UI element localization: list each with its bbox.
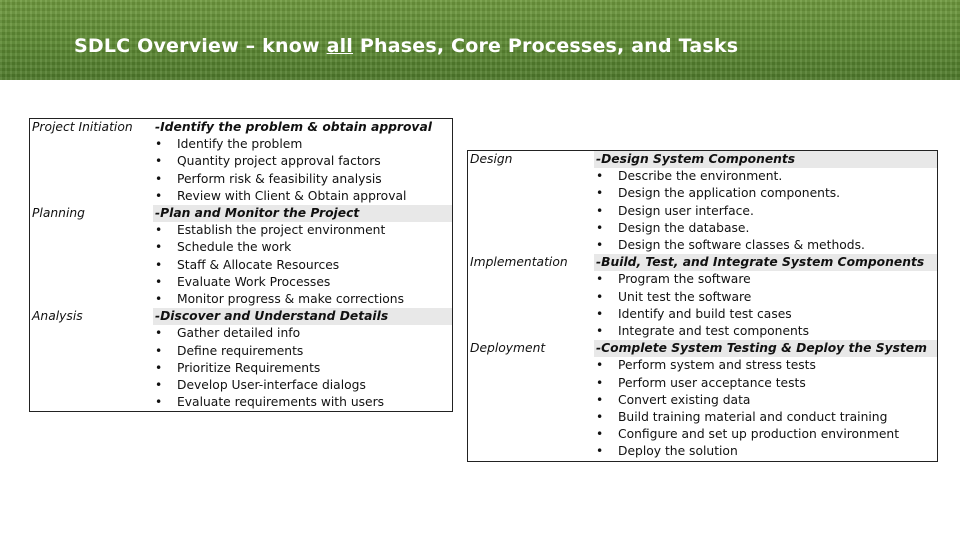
phase-process: -Identify the problem & obtain approval [153,119,453,137]
slide-title [74,35,738,57]
task-row [30,291,453,308]
task-item [153,325,453,342]
right-phase-table [467,150,938,462]
task-row [468,185,938,202]
task-row [30,171,453,188]
task-row [30,325,453,342]
task-row [30,394,453,412]
task-item [594,306,938,323]
phase-spacer [468,409,595,426]
bullet-icon: • [596,375,604,390]
bullet-icon: • [155,223,163,238]
phase-spacer [468,357,595,374]
phase-spacer [30,360,154,377]
bullet-icon: • [596,203,604,218]
phase-spacer [30,257,154,274]
phase-spacer [30,188,154,205]
phase-row [30,205,453,222]
bullet-icon: • [155,378,163,393]
phase-spacer [468,203,595,220]
task-row [468,306,938,323]
phase-spacer [30,222,154,239]
task-text: Define requirements [177,343,304,358]
task-row [30,222,453,239]
bullet-icon: • [596,238,604,253]
task-text: Integrate and test components [618,324,810,339]
phase-spacer [468,185,595,202]
task-row [468,357,938,374]
task-item [153,171,453,188]
task-item [153,239,453,256]
task-row [468,409,938,426]
phase-name: Design [468,151,595,169]
phase-spacer [30,136,154,153]
phase-spacer [30,394,154,412]
task-item [594,357,938,374]
task-text: Design the database. [618,220,750,235]
task-item [153,136,453,153]
task-text: Evaluate requirements with users [177,395,385,410]
phase-process: -Design System Components [594,151,938,169]
bullet-icon: • [596,358,604,373]
left-phase-table [29,118,453,412]
bullet-icon: • [596,324,604,339]
phase-spacer [468,392,595,409]
bullet-icon: • [596,392,604,407]
task-text: Describe the environment. [618,169,783,184]
bullet-icon: • [155,154,163,169]
task-item [153,274,453,291]
phase-spacer [468,289,595,306]
task-item [594,375,938,392]
phase-spacer [30,291,154,308]
task-item [594,237,938,254]
bullet-icon: • [155,360,163,375]
task-item [153,394,453,412]
task-item [153,188,453,205]
task-row [30,360,453,377]
bullet-icon: • [596,444,604,459]
phase-spacer [468,375,595,392]
task-row [30,274,453,291]
task-row [468,271,938,288]
bullet-icon: • [596,306,604,321]
task-item [153,257,453,274]
task-text: Staff & Allocate Resources [177,257,340,272]
task-text: Deploy the solution [618,444,738,459]
task-item [153,153,453,170]
phase-process: -Build, Test, and Integrate System Components [594,254,938,271]
task-row [468,375,938,392]
task-item [594,392,938,409]
phase-name: Analysis [30,308,154,325]
task-item [594,203,938,220]
task-text: Convert existing data [618,392,751,407]
task-text: Design the software classes & methods. [618,238,865,253]
task-text: Monitor progress & make corrections [177,292,405,307]
title-emphasis: all [326,35,354,57]
phase-spacer [30,171,154,188]
bullet-icon: • [596,289,604,304]
phase-spacer [30,377,154,394]
task-row [468,289,938,306]
task-text: Quantity project approval factors [177,154,381,169]
task-item [594,426,938,443]
task-item [153,377,453,394]
task-row [468,443,938,461]
task-item [594,443,938,461]
phase-name: Implementation [468,254,595,271]
phase-process: -Discover and Understand Details [153,308,453,325]
task-item [153,360,453,377]
task-text: Gather detailed info [177,326,301,341]
task-item [594,168,938,185]
title-banner [0,0,960,80]
task-item [153,222,453,239]
phase-process: -Complete System Testing & Deploy the System [594,340,938,357]
phase-spacer [468,220,595,237]
task-text: Design the application components. [618,186,841,201]
title-text-after: Phases, Core Processes, and Tasks [353,35,739,57]
task-row [468,203,938,220]
task-item [594,271,938,288]
phase-spacer [30,343,154,360]
bullet-icon: • [155,171,163,186]
task-item [594,220,938,237]
phase-name: Deployment [468,340,595,357]
task-text: Perform risk & feasibility analysis [177,171,382,186]
task-text: Perform system and stress tests [618,358,816,373]
task-row [30,257,453,274]
task-text: Schedule the work [177,240,292,255]
phase-spacer [468,426,595,443]
task-item [153,291,453,308]
task-item [594,185,938,202]
phase-spacer [30,325,154,342]
task-row [30,343,453,360]
phase-spacer [468,168,595,185]
task-text: Prioritize Requirements [177,360,321,375]
task-item [153,343,453,360]
task-row [30,377,453,394]
bullet-icon: • [155,274,163,289]
task-text: Identify the problem [177,137,303,152]
task-row [30,153,453,170]
phase-row [468,151,938,169]
task-text: Unit test the software [618,289,752,304]
phase-spacer [30,153,154,170]
bullet-icon: • [155,240,163,255]
task-text: Configure and set up production environment [618,427,900,442]
bullet-icon: • [596,169,604,184]
phase-spacer [468,271,595,288]
bullet-icon: • [155,137,163,152]
bullet-icon: • [596,427,604,442]
bullet-icon: • [596,272,604,287]
phase-spacer [30,274,154,291]
phase-name: Planning [30,205,154,222]
phase-row [30,308,453,325]
task-text: Develop User-interface dialogs [177,378,366,393]
task-row [468,323,938,340]
bullet-icon: • [596,186,604,201]
bullet-icon: • [596,220,604,235]
phase-spacer [468,306,595,323]
phase-row [30,119,453,137]
task-row [30,136,453,153]
phase-spacer [468,237,595,254]
task-row [30,188,453,205]
phase-spacer [30,239,154,256]
task-text: Program the software [618,272,751,287]
task-text: Review with Client & Obtain approval [177,188,407,203]
title-text-before: SDLC Overview – know [74,35,327,57]
task-item [594,289,938,306]
bullet-icon: • [155,292,163,307]
bullet-icon: • [155,188,163,203]
phase-row [468,254,938,271]
phase-spacer [468,323,595,340]
task-text: Establish the project environment [177,223,386,238]
phase-process: -Plan and Monitor the Project [153,205,453,222]
bullet-icon: • [596,410,604,425]
bullet-icon: • [155,257,163,272]
bullet-icon: • [155,395,163,410]
task-text: Identify and build test cases [618,306,792,321]
task-row [468,426,938,443]
task-text: Design user interface. [618,203,754,218]
task-row [468,168,938,185]
task-row [30,239,453,256]
phase-spacer [468,443,595,461]
bullet-icon: • [155,326,163,341]
task-text: Perform user acceptance tests [618,375,806,390]
task-text: Evaluate Work Processes [177,274,331,289]
task-row [468,392,938,409]
task-item [594,323,938,340]
task-row [468,220,938,237]
task-row [468,237,938,254]
phase-name: Project Initiation [30,119,154,137]
task-item [594,409,938,426]
task-text: Build training material and conduct training [618,410,888,425]
phase-row [468,340,938,357]
bullet-icon: • [155,343,163,358]
